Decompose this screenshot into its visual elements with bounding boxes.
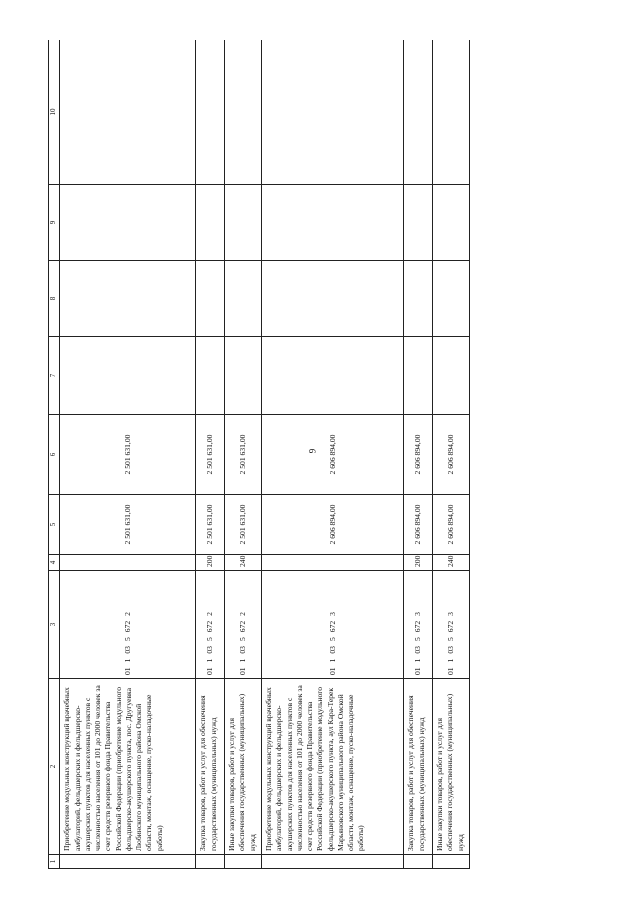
cell-empty: [225, 40, 262, 185]
row-col5: 2 606 894,00: [262, 495, 404, 555]
code-part: 5: [205, 637, 215, 642]
code-part: 672: [238, 620, 247, 633]
col-header-10: 10: [49, 40, 60, 185]
budget-table-container: [48, 40, 470, 869]
cell-empty: [196, 185, 225, 261]
col-header-7: 7: [49, 337, 60, 415]
row-col4: [262, 555, 404, 571]
row-col4: 240: [433, 555, 470, 571]
cell-empty: [60, 40, 196, 185]
cell-empty: [433, 185, 470, 261]
row-code: [433, 571, 470, 679]
cell-empty: [225, 337, 262, 415]
col-header-6: 6: [49, 415, 60, 495]
row-code: [225, 571, 262, 679]
cell-empty: [433, 337, 470, 415]
col-header-4: 4: [49, 555, 60, 571]
code-part: 1: [238, 658, 247, 663]
code-part: 3: [413, 612, 423, 616]
table-row: [262, 40, 404, 869]
code-part: 2: [205, 612, 215, 616]
code-part: 03: [122, 646, 132, 654]
table-row: [404, 40, 433, 869]
code-part: 01: [413, 667, 423, 675]
code-part: 672: [122, 620, 132, 633]
code-part: 01: [238, 667, 247, 675]
code-part: 1: [413, 658, 423, 663]
table-row: [196, 40, 225, 869]
code-part: 03: [445, 646, 455, 654]
cell-empty: [404, 40, 433, 185]
code-part: 3: [445, 612, 455, 616]
cell-empty: [404, 185, 433, 261]
row-code: [196, 571, 225, 679]
code-part: 672: [445, 620, 455, 633]
cell-empty: [262, 337, 404, 415]
cell-empty: [196, 261, 225, 337]
code-part: 5: [122, 637, 132, 642]
row-code: [60, 571, 196, 679]
row-code: [404, 571, 433, 679]
code-part: 672: [327, 620, 337, 633]
row-col6: 2 501 631,00: [60, 415, 196, 495]
cell-empty: [404, 337, 433, 415]
code-part: 01: [205, 667, 215, 675]
row-col5: 2 606 894,00: [404, 495, 433, 555]
code-part: 1: [327, 658, 337, 663]
row-col5: 2 501 631,00: [60, 495, 196, 555]
cell-empty: [433, 261, 470, 337]
row-col6: 2 606 894,00: [433, 415, 470, 495]
code-part: 03: [205, 646, 215, 654]
cell-empty: [433, 40, 470, 185]
code-part: 01: [327, 667, 337, 675]
code-part: 03: [413, 646, 423, 654]
row-description: Иные закупки товаров, работ и услуг для обеспечения государственных (муниципальных) нужд: [433, 679, 470, 855]
col-header-2: 2: [49, 679, 60, 855]
code-part: 3: [327, 612, 337, 616]
cell-empty: [60, 855, 196, 869]
code-part: 1: [445, 658, 455, 663]
cell-empty: [404, 855, 433, 869]
code-part: 5: [327, 637, 337, 642]
row-col5: 2 606 894,00: [433, 495, 470, 555]
cell-empty: [60, 185, 196, 261]
code-part: 672: [205, 620, 215, 633]
row-col6: 2 606 894,00: [262, 415, 404, 495]
cell-empty: [225, 855, 262, 869]
code-part: 03: [327, 646, 337, 654]
col-header-3: 3: [49, 571, 60, 679]
col-header-1: 1: [49, 855, 60, 869]
code-part: 2: [238, 612, 247, 616]
col-header-9: 9: [49, 185, 60, 261]
cell-empty: [225, 185, 262, 261]
cell-empty: [262, 855, 404, 869]
row-col4: [60, 555, 196, 571]
code-part: 1: [122, 658, 132, 663]
cell-empty: [404, 261, 433, 337]
code-part: 2: [122, 612, 132, 616]
row-col5: 2 501 631,00: [225, 495, 262, 555]
code-part: 5: [413, 637, 423, 642]
row-col4: 240: [225, 555, 262, 571]
table-row: [60, 40, 196, 869]
cell-empty: [196, 40, 225, 185]
page-number: 9: [307, 448, 318, 454]
code-part: 01: [445, 667, 455, 675]
budget-table-rotated: [48, 40, 470, 869]
row-code: [262, 571, 404, 679]
cell-empty: [262, 185, 404, 261]
row-description: Закупка товаров, работ и услуг для обеспечения государственных (муниципальных) нужд: [196, 679, 225, 855]
cell-empty: [196, 855, 225, 869]
code-part: 03: [238, 646, 247, 654]
code-part: 5: [238, 637, 247, 642]
row-col4: 200: [404, 555, 433, 571]
table-row: [225, 40, 262, 869]
cell-empty: [262, 261, 404, 337]
budget-table: [48, 40, 470, 869]
row-col5: 2 501 631,00: [196, 495, 225, 555]
cell-empty: [60, 337, 196, 415]
code-part: 5: [445, 637, 455, 642]
code-part: 01: [122, 667, 132, 675]
cell-empty: [225, 261, 262, 337]
row-description: Иные закупки товаров, работ и услуг для обеспечения государственных (муниципальных) нужд: [225, 679, 262, 855]
cell-empty: [196, 337, 225, 415]
row-col6: 2 501 631,00: [225, 415, 262, 495]
table-row: [433, 40, 470, 869]
header-row: [49, 40, 60, 869]
code-part: 1: [205, 658, 215, 663]
row-col6: 2 501 631,00: [196, 415, 225, 495]
col-header-5: 5: [49, 495, 60, 555]
row-col6: 2 606 894,00: [404, 415, 433, 495]
cell-empty: [433, 855, 470, 869]
code-part: 672: [413, 620, 423, 633]
cell-empty: [262, 40, 404, 185]
col-header-8: 8: [49, 261, 60, 337]
row-description: Закупка товаров, работ и услуг для обеспечения государственных (муниципальных) нужд: [404, 679, 433, 855]
row-description: Приобретение модульных конструкций врачебных амбулаторий, фельдшерских и фельдшерско-акушерских пунктов для населенных пунктов с численностью населения от 101 до 2000 человек за счет средств резервного фонда Правительства Российской Федерации (приобретение модульного фельдшерско-акушерского пункта, аул Кара-Терек Марьяновского муниципального района Омской области, монтаж, оснащение, пуско-наладочные работы): [262, 679, 404, 855]
row-description: Приобретение модульных конструкций врачебных амбулаторий, фельдшерских и фельдшерско-акушерских пунктов для населенных пунктов с численностью населения от 101 до 2000 человек за счет средств резервного фонда Правительства Российской Федерации (приобретение модульного фельдшерско-акушерского пункта, пос. Другуевка Любинского муниципального района Омской области, монтаж, оснащение, пуско-наладочные работы): [60, 679, 196, 855]
row-col4: 200: [196, 555, 225, 571]
cell-empty: [60, 261, 196, 337]
